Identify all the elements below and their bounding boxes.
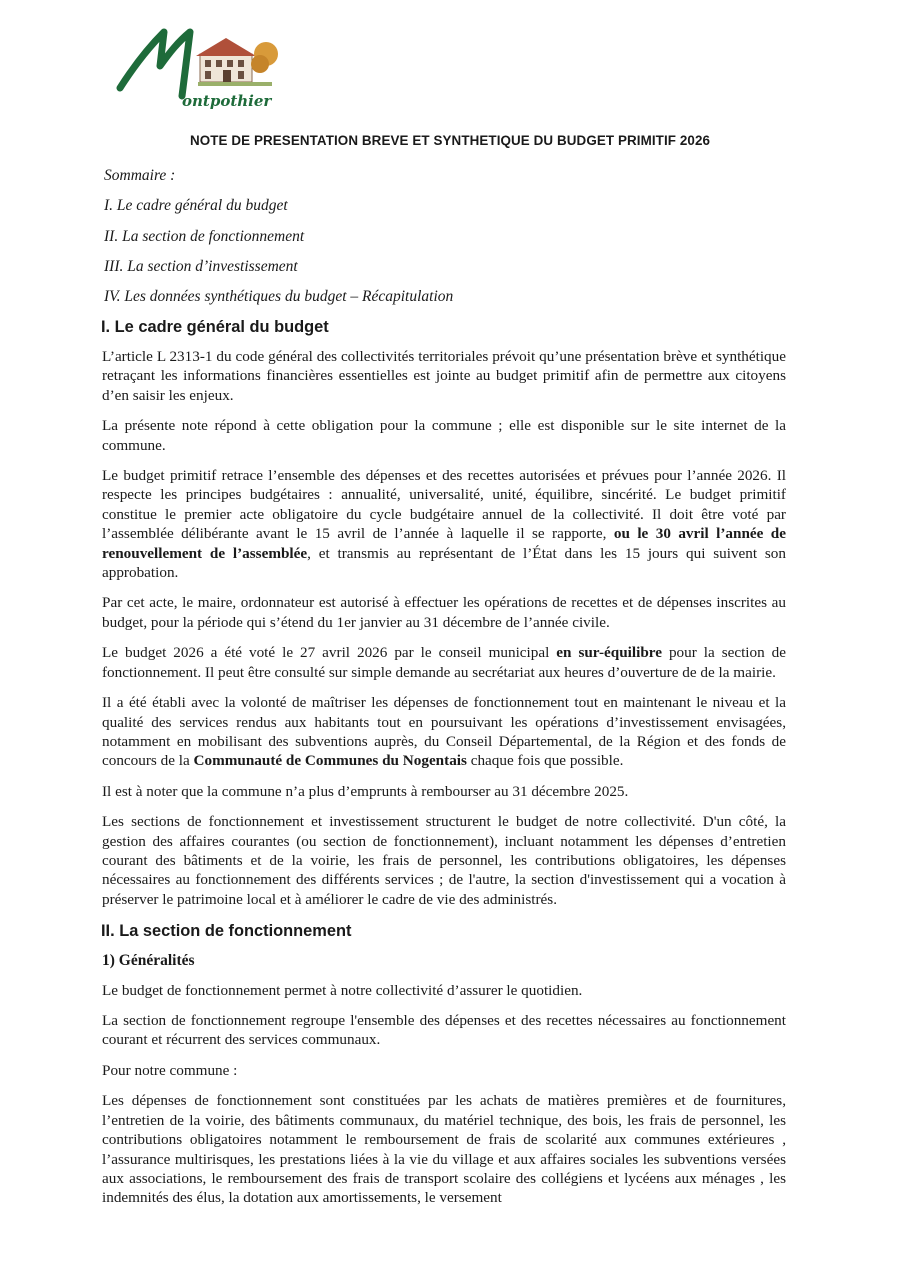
bold-emphasis: en sur-équilibre <box>556 644 662 662</box>
toc-item: II. La section de fonctionnement <box>104 227 305 245</box>
paragraph: La présente note répond à cette obligation pour la commune ; elle est disponible sur le site internet de la commune. <box>102 417 786 454</box>
montpothier-logo <box>112 26 282 116</box>
paragraph: Les dépenses de fonctionnement sont constituées par les achats de matières premières et de fournitures, l’entretien de la voirie, des bâtiments communaux, du matériel technique, des bois, les frais de personnel, les contributions obligatoires notamment le remboursement de frais de scolarité aux communes extérieures , l’assurance multirisques, les prestations liées à la vie du village et aux affaires sociales les subventions versées aux associations, le remboursement des frais de transport scolaire des collégiens et lycéens aux ménages , les indemnités des élus, la dotation aux amortissements, le versement <box>102 1092 786 1207</box>
toc-item: III. La section d’investissement <box>104 257 298 275</box>
paragraph: La section de fonctionnement regroupe l'ensemble des dépenses et des recettes nécessaires au fonctionnement courant et récurrent des services communaux. <box>102 1012 786 1049</box>
logo-m-letter <box>120 32 190 96</box>
paragraph: Le budget 2026 a été voté le 27 avril 2026 par le conseil municipal en sur-équilibre pour la section de fonctionnement. Il peut être consulté sur simple demande au secrétariat aux heures d’ouverture de de la mairie. <box>102 644 787 681</box>
paragraph: Le budget de fonctionnement permet à notre collectivité d’assurer le quotidien. <box>102 981 583 999</box>
paragraph: Il est à noter que la commune n’a plus d’emprunts à rembourser au 31 décembre 2025. <box>102 782 629 800</box>
section-heading: I. Le cadre général du budget <box>101 318 329 336</box>
paragraph: Les sections de fonctionnement et investissement structurent le budget de notre collectivité. D'un côté, la gestion des affaires courantes (ou section de fonctionnement), incluant notamment les dépenses d’entretien courant des bâtiments et de la voirie, les frais de personnel, les contributions obligatoires, les dépenses nécessaires au fonctionnement des différents services ; de l'autre, la section d'investissement qui a vocation à préserver le patrimoine local et à améliorer le cadre de vie des administrés. <box>102 813 786 908</box>
table-of-contents <box>104 166 453 317</box>
logo-house-roof <box>196 38 256 56</box>
section-heading: II. La section de fonctionnement <box>101 922 352 941</box>
logo-wordmark: ontpothier <box>182 92 272 110</box>
toc-item: I. Le cadre général du budget <box>104 197 288 215</box>
toc-heading: Sommaire : <box>104 167 176 184</box>
paragraph: Pour notre commune : <box>102 1061 238 1079</box>
paragraph: Il a été établi avec la volonté de maîtriser les dépenses de fonctionnement tout en maintenant le niveau et la qualité des services rendus aux habitants tout en poursuivant les opérations d’investissement envisagées, notamment en mobilisant des subventions auprès, du Conseil Départemental, de la Région et des fonds de concours de la Communauté de Communes du Nogentais chaque fois que possible. <box>102 694 786 770</box>
paragraph: Le budget primitif retrace l’ensemble des dépenses et des recettes autorisées et prévues pour l’année 2026. Il respecte les principes budgétaires : annualité, universalité, unité, équilibre, sincérité. Le budget primitif constitue le premier acte obligatoire du cycle budgétaire annuel de la collectivité. Il doit être voté par l’assemblée délibérante avant le 15 avril de l’année à laquelle il se rapporte, ou le 30 avril l’année de renouvellement de l’assemblée, et transmis au représentant de l’État dans les 15 jours qui suivent son approbation. <box>102 467 786 582</box>
document-title: NOTE DE PRESENTATION BREVE ET SYNTHETIQUE DU BUDGET PRIMITIF 2026 <box>189 133 711 148</box>
document-body <box>102 316 786 1219</box>
toc-item: IV. Les données synthétiques du budget – Récapitulation <box>104 288 454 306</box>
subsection-heading: 1) Généralités <box>102 952 195 970</box>
paragraph: L’article L 2313-1 du code général des collectivités territoriales prévoit qu’une présentation brève et synthétique retraçant les informations financières essentielles est jointe au budget primitif afin de permettre aux citoyens d’en saisir les enjeux. <box>102 348 786 404</box>
bold-emphasis: Communauté de Communes du Nogentais <box>193 752 467 770</box>
bold-emphasis: ou le 30 avril l’année de renouvellement de l’assemblée <box>102 525 786 562</box>
paragraph: Par cet acte, le maire, ordonnateur est autorisé à effectuer les opérations de recettes et de dépenses inscrites au budget, pour la période qui s’étend du 1er janvier au 31 décembre de l’année civile. <box>102 594 786 631</box>
